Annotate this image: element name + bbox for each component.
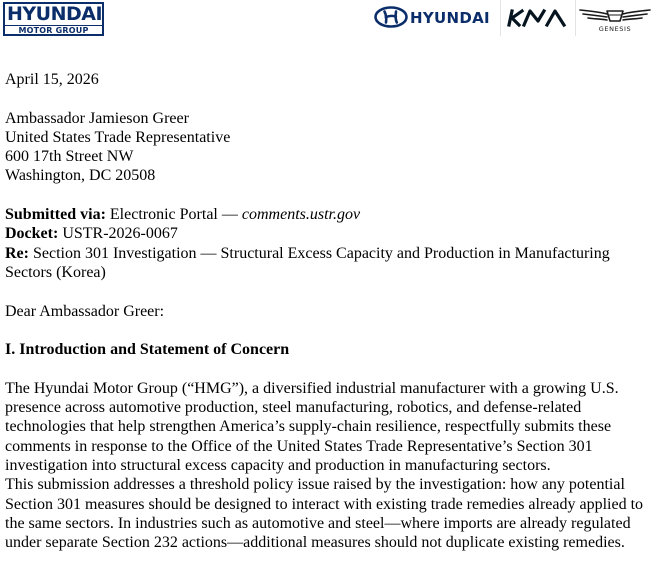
spacer bbox=[5, 282, 657, 301]
spacer bbox=[5, 186, 657, 205]
spacer bbox=[5, 321, 657, 340]
docket-number: USTR-2026-0067 bbox=[62, 225, 178, 243]
salutation: Dear Ambassador Greer: bbox=[5, 302, 165, 320]
recipient-city: Washington, DC 20508 bbox=[5, 167, 156, 185]
spacer bbox=[5, 89, 657, 108]
submission-portal-site: comments.ustr.gov bbox=[241, 206, 361, 224]
submitted-via-label: Submitted via: bbox=[5, 206, 106, 224]
docket-label: Docket: bbox=[5, 225, 59, 243]
section-heading: I. Introduction and Statement of Concern bbox=[5, 341, 290, 359]
hyundai-wordmark: HYUNDAI bbox=[410, 9, 490, 27]
body-paragraph-2: This submission addresses a threshold policy issue raised by the investigation: how any potential Section 301 measures should be designed to interact with existing trade remedies already applied to the same sectors. In industries such as automotive and steel—where imports are already regulated under separate Section 232 actions—additional measures should not duplicate existing remedies. bbox=[5, 476, 644, 552]
hyundai-motor-group-logo bbox=[3, 2, 104, 36]
kia-logo-icon bbox=[507, 8, 571, 28]
hmg-logo-wordmark: HYUNDAI bbox=[7, 3, 103, 25]
recipient-address bbox=[5, 109, 657, 186]
hmg-logo-subtitle: MOTOR GROUP bbox=[5, 25, 102, 36]
genesis-brand-logo bbox=[578, 4, 656, 38]
letter-date: April 15, 2026 bbox=[5, 71, 99, 88]
hyundai-emblem-icon bbox=[374, 6, 408, 28]
spacer bbox=[5, 359, 657, 378]
body-paragraph-1: The Hyundai Motor Group (“HMG”), a diversified industrial manufacturer with a growing U.S. presence across automotive production, steel manufacturing, robotics, and defense-related technologies that help strengthen America’s supply-chain resilience, respectfully submits these comments in response to the Office of the United States Trade Representative’s Section 301 investigation into structural excess capacity and production in manufacturing sectors. bbox=[5, 379, 619, 474]
submission-details bbox=[5, 205, 657, 282]
recipient-office: United States Trade Representative bbox=[5, 128, 231, 146]
submitted-via-line bbox=[5, 205, 657, 224]
recipient-street: 600 17th Street NW bbox=[5, 148, 134, 166]
re-subject: Section 301 Investigation — Structural Excess Capacity and Production in Manufacturing Sectors (Korea) bbox=[5, 244, 610, 281]
recipient-name: Ambassador Jamieson Greer bbox=[5, 109, 189, 127]
re-line bbox=[5, 244, 657, 283]
re-label: Re: bbox=[5, 244, 29, 262]
letterhead bbox=[0, 0, 658, 44]
submitted-via-text: Electronic Portal — bbox=[109, 206, 238, 224]
genesis-wordmark: GENESIS bbox=[598, 25, 632, 33]
hyundai-brand-logo bbox=[374, 6, 496, 30]
docket-line bbox=[5, 224, 657, 243]
letter-body bbox=[5, 70, 657, 552]
kia-brand-logo bbox=[500, 0, 576, 36]
genesis-wings-icon bbox=[578, 6, 652, 26]
